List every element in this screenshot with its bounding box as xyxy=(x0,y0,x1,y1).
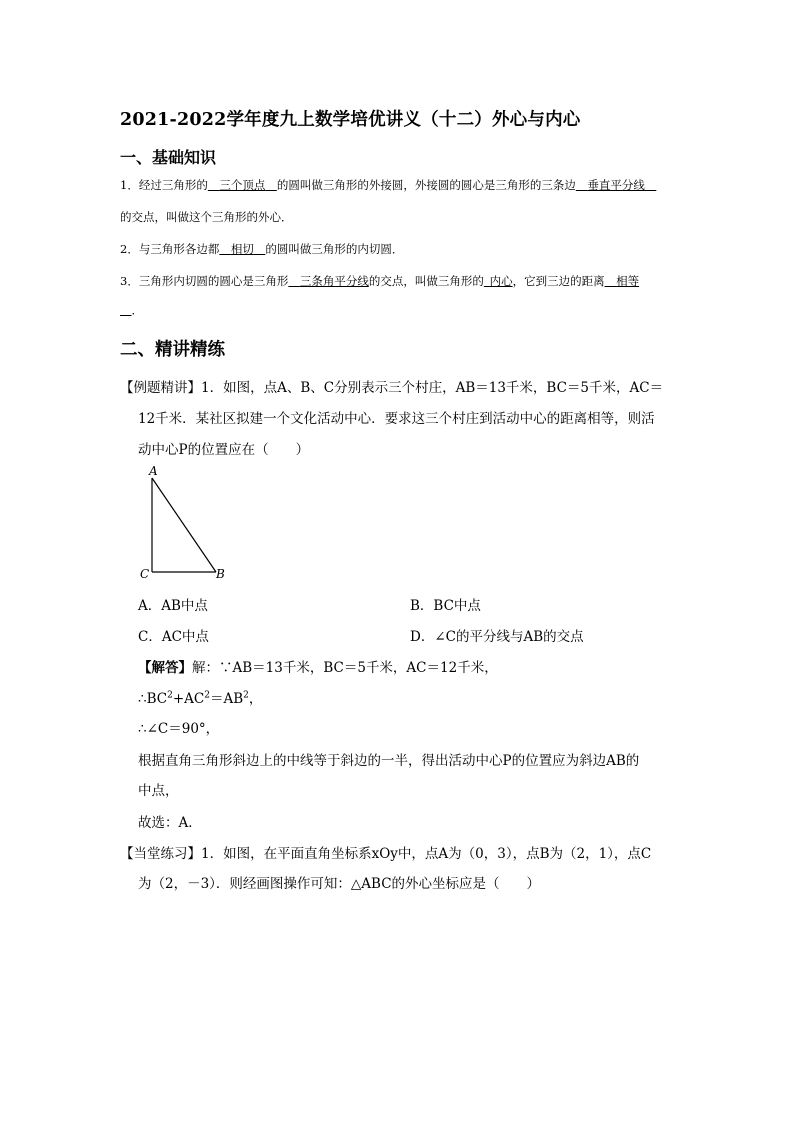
vertex-label-c: C xyxy=(140,567,150,581)
option-d: D．∠C的平分线与AB的交点 xyxy=(410,629,584,645)
side-ab xyxy=(152,478,216,572)
solution-line-2: $\therefore BC^2+AC^2=AB^2$， xyxy=(138,690,263,707)
blank-answer: 内心 xyxy=(489,274,513,288)
triangle-figure xyxy=(136,460,246,586)
blank-answer: 垂直平分线 xyxy=(587,178,645,192)
example-line-3: 动中心P的位置应在（ ） xyxy=(138,442,310,458)
vertex-label-b: B xyxy=(216,567,225,581)
blank-answer: 相等 xyxy=(616,274,640,288)
solution-line-4: 根据直角三角形斜边上的中线等于斜边的一半，得出活动中心P的位置应为斜边AB的 xyxy=(138,753,640,769)
basics-item-3-line-2: ． xyxy=(131,303,143,317)
basics-item-3-line-1: 3．三角形内切圆的圆心是三角形 三条角平分线的交点，叫做三角形的 内心，它到三边的距离 相等 xyxy=(120,274,640,288)
option-c: C．AC中点 xyxy=(138,629,209,645)
blank-answer: 三条角平分线 xyxy=(299,274,369,288)
solution-line-6: 故选：A． xyxy=(138,815,202,831)
basics-item-2: 2．与三角形各边都 相切 的圆叫做三角形的内切圆． xyxy=(120,242,404,256)
section-heading-basics: 一、基础知识 xyxy=(120,148,217,167)
practice-line-2: 为（2，－3）．则经画图操作可知：△ABC的外心坐标应是（ ） xyxy=(138,876,541,892)
blank-answer: 相切 xyxy=(230,242,254,256)
option-b: B．BC中点 xyxy=(410,598,481,614)
solution-line-5: 中点， xyxy=(138,783,179,799)
vertex-label-a: A xyxy=(149,464,158,478)
page-title: 2021-2022学年度九上数学培优讲义（十二）外心与内心 xyxy=(120,110,581,130)
example-line-2: 12千米．某社区拟建一个文化活动中心．要求这三个村庄到活动中心的距离相等，则活 xyxy=(138,411,655,427)
solution-line-1: 【解答】解：∵AB＝13千米，BC＝5千米，AC＝12千米， xyxy=(138,660,498,676)
example-line-1: 【例题精讲】1．如图，点A、B、C分别表示三个村庄，AB＝13千米，BC＝5千米，AC＝ xyxy=(120,380,664,396)
basics-item-1-line-1: 1．经过三角形的 三个顶点 的圆叫做三角形的外接圆，外接圆的圆心是三角形的三条边 垂直平分线 xyxy=(120,177,656,193)
basics-item-1-line-2: 的交点，叫做这个三角形的外心． xyxy=(120,210,293,224)
practice-line-1: 【当堂练习】1．如图，在平面直角坐标系xOy中，点A为（0，3），点B为（2，1），点C xyxy=(120,846,652,862)
solution-line-3: ∴∠C＝90°， xyxy=(138,721,220,737)
option-a: A．AB中点 xyxy=(138,598,208,614)
section-heading-practice: 二、精讲精练 xyxy=(120,340,225,360)
blank-answer: 三个顶点 xyxy=(219,178,266,192)
